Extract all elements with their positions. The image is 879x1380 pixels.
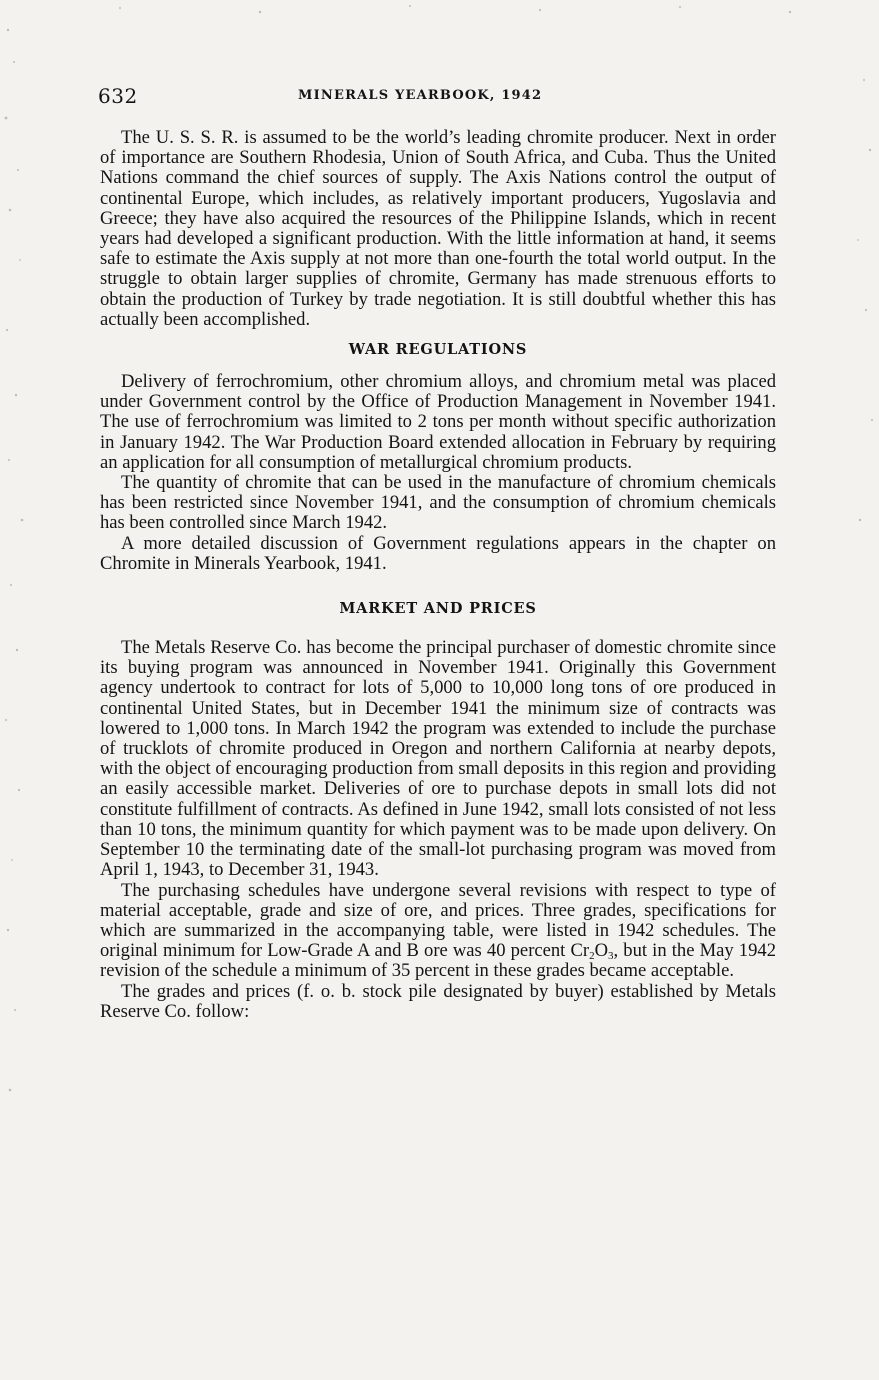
heading-war-regulations: WAR REGULATIONS (348, 341, 528, 359)
paragraph-intro: The U. S. S. R. is assumed to be the world’s leading chromite producer. Next in order of importance are Southern Rhodesia, Union of South Africa, and Cuba. Thus the United Nations command the chief sources of supply. The Axis Nations control the output of continental Europe, which includes, as relatively important producers, Yugoslavia and Greece; they have also acquired the resources of the Philippine Islands, which in recent years had developed a significant production. With the little information at hand, it seems safe to estimate the Axis supply at not more than one-fourth the total world output. In the struggle to obtain larger supplies of chromite, Germany has made strenuous efforts to obtain the production of Turkey by trade negotiation. It is still doubtful whether this has actually been accomplished. (100, 127, 776, 330)
schedules-text-part1: The purchasing schedules have undergone several revisions with respect to type of material acceptable, grade and size of ore, and prices. Three grades, specifications for which are summarized in the accompanying table, were listed in 1942 schedules. The original minimum for Low-Grade A and B ore was 40 percent Cr (100, 879, 776, 962)
paragraph-grades-prices: The grades and prices (f. o. b. stock pile designated by buyer) established by Metals Reserve Co. follow: (100, 980, 776, 1022)
heading-market-and-prices: MARKET AND PRICES (339, 600, 537, 618)
oxygen-symbol: O (594, 940, 609, 962)
running-title: MINERALS YEARBOOK, 1942 (298, 88, 543, 103)
paragraph-delivery-control: Delivery of ferrochromium, other chromium alloys, and chromium metal was placed under Government control by the Office of Production Management in November 1941. The use of ferrochromium was limited to 2 tons per month without specific authorization in January 1942. The War Production Board extended allocation in February by requiring an application for all consumption of metallurgical chromium products. (100, 371, 776, 473)
paragraph-purchasing-schedules (100, 881, 776, 982)
chromium-subscript: 2 (589, 950, 595, 963)
page-number: 632 (98, 84, 138, 108)
running-head (98, 84, 788, 112)
paragraph-metals-reserve: The Metals Reserve Co. has become the principal purchaser of domestic chromite since its buying program was announced in November 1941. Originally this Government agency undertook to contract for lots of 5,000 to 10,000 long tons of ore produced in continental United States, but in December 1941 the minimum size of contracts was lowered to 1,000 tons. In March 1942 the program was extended to include the purchase of trucklots of chromite produced in Oregon and northern California at nearby depots, with the object of encouraging production from small deposits in this region and providing an easily accessible market. Deliveries of ore to purchase depots in small lots did not constitute fulfillment of contracts. As defined in June 1942, small lots consisted of not less than 10 tons, the minimum quantity for which payment was to be made upon delivery. On September 10 the terminating date of the small-lot purchasing program was moved from April 1, 1943, to December 31, 1943. (100, 637, 776, 881)
oxygen-subscript: 3 (608, 950, 614, 963)
schedules-text-part2: , but in the May 1942 revision of the schedule a minimum of 35 percent in these grades became acceptable. (100, 940, 776, 982)
paragraph-chemicals-restriction: The quantity of chromite that can be used in the manufacture of chromium chemicals has been restricted since November 1941, and the consumption of chromium chemicals has been controlled since March 1942. (100, 472, 776, 534)
paragraph-detailed-discussion: A more detailed discussion of Government regulations appears in the chapter on Chromite in Minerals Yearbook, 1941. (100, 532, 776, 574)
body-text (100, 128, 776, 1022)
